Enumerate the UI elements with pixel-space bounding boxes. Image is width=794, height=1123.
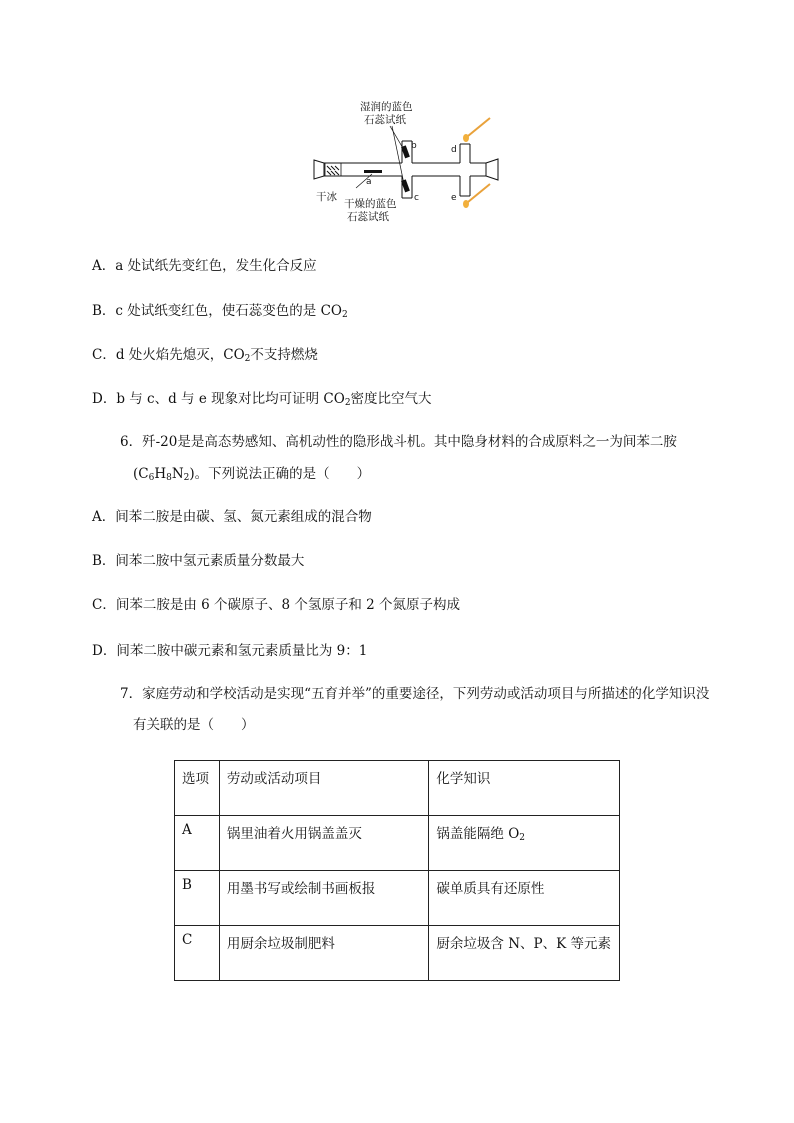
apparatus-diagram: [300, 96, 510, 228]
q6-stem-tail: )。下列说法正确的是（ ）: [189, 466, 371, 482]
table-header-cell: 劳动或活动项目: [219, 761, 429, 816]
subscript: 2: [183, 473, 190, 483]
knowledge-text: 锅盖能隔绝 O: [436, 826, 520, 842]
dry-ice-label: 干冰: [316, 191, 337, 203]
table-header-cell: 化学知识: [429, 761, 620, 816]
q5-option-c-text: C．d 处火焰先熄灭，CO: [92, 347, 245, 363]
subscript: 2: [341, 310, 348, 320]
label-a: a: [366, 177, 372, 187]
q6-option-c: C．间苯二胺是由 6 个碳原子、8 个氢原子和 2 个氮原子构成: [92, 597, 461, 613]
table-cell-activity: 锅里油着火用锅盖盖灭: [219, 816, 429, 871]
formula-part: (C: [133, 466, 149, 482]
wet-paper-label-2: 石蕊试纸: [364, 114, 406, 126]
q5-option-c-tail: 不支持燃烧: [250, 347, 318, 363]
table-cell-knowledge: [429, 816, 620, 871]
activity-knowledge-table: [174, 760, 620, 981]
q5-option-c: [92, 346, 318, 364]
flame-e-icon: [463, 200, 469, 208]
q5-option-b-text: B．c 处试纸变红色，使石蕊变色的是 CO: [92, 303, 342, 319]
q5-option-b: [92, 302, 348, 320]
q5-option-d-text: D．b 与 c、d 与 e 现象对比均可证明 CO: [92, 391, 345, 407]
right-nozzle: [486, 159, 498, 180]
label-e: e: [451, 193, 457, 203]
q7-stem-line1: 7．家庭劳动和学校活动是实现“五育并举”的重要途径，下列劳动或活动项目与所描述的化学知识没: [120, 686, 710, 702]
match-e: [468, 184, 490, 202]
table-row: [175, 871, 620, 926]
table-header-row: [175, 761, 620, 816]
table-row: [175, 926, 620, 981]
q6-stem-line1: 6．歼-20是是高态势感知、高机动性的隐形战斗机。其中隐身材料的合成原料之一为间苯二胺: [120, 434, 677, 450]
left-nozzle: [314, 160, 324, 179]
subscript: 2: [244, 354, 251, 364]
table-cell-option: C: [175, 926, 220, 981]
subscript: 8: [166, 473, 172, 483]
q6-option-b: B．间苯二胺中氢元素质量分数最大: [92, 553, 305, 569]
q5-option-d: [92, 390, 432, 408]
label-d: d: [451, 145, 457, 155]
table-row: [175, 816, 620, 871]
match-d: [468, 118, 490, 136]
table-cell-knowledge: 厨余垃圾含 N、P、K 等元素: [429, 926, 620, 981]
formula-part: N: [171, 466, 184, 482]
subscript: 2: [344, 398, 351, 408]
co2-apparatus-figure: [300, 96, 510, 228]
q6-option-d: D．间苯二胺中碳元素和氢元素质量比为 9：1: [92, 643, 368, 659]
dry-paper-label-2: 石蕊试纸: [347, 211, 389, 223]
q5-option-d-tail: 密度比空气大: [350, 391, 432, 407]
formula-part: H: [154, 466, 167, 482]
table-cell-knowledge: 碳单质具有还原性: [429, 871, 620, 926]
paper-a: [364, 170, 382, 173]
table-cell-activity: 用墨书写或绘制书画板报: [219, 871, 429, 926]
table-cell-option: A: [175, 816, 220, 871]
table-cell-activity: 用厨余垃圾制肥料: [219, 926, 429, 981]
table-header-cell: 选项: [175, 761, 220, 816]
table-cell-option: B: [175, 871, 220, 926]
dry-paper-label-1: 干燥的蓝色: [344, 198, 397, 210]
q6-stem-line2: [133, 465, 370, 483]
label-b: b: [411, 141, 417, 151]
label-c: c: [414, 193, 419, 203]
flame-d-icon: [463, 134, 469, 142]
q7-stem-line2: 有关联的是（ ）: [133, 717, 255, 733]
wet-paper-label-1: 湿润的蓝色: [360, 101, 413, 113]
subscript: 6: [148, 473, 155, 483]
subscript: 2: [519, 833, 526, 843]
q5-option-a: A．a 处试纸先变红色，发生化合反应: [92, 258, 317, 274]
q6-option-a: A．间苯二胺是由碳、氢、氮元素组成的混合物: [92, 509, 372, 525]
